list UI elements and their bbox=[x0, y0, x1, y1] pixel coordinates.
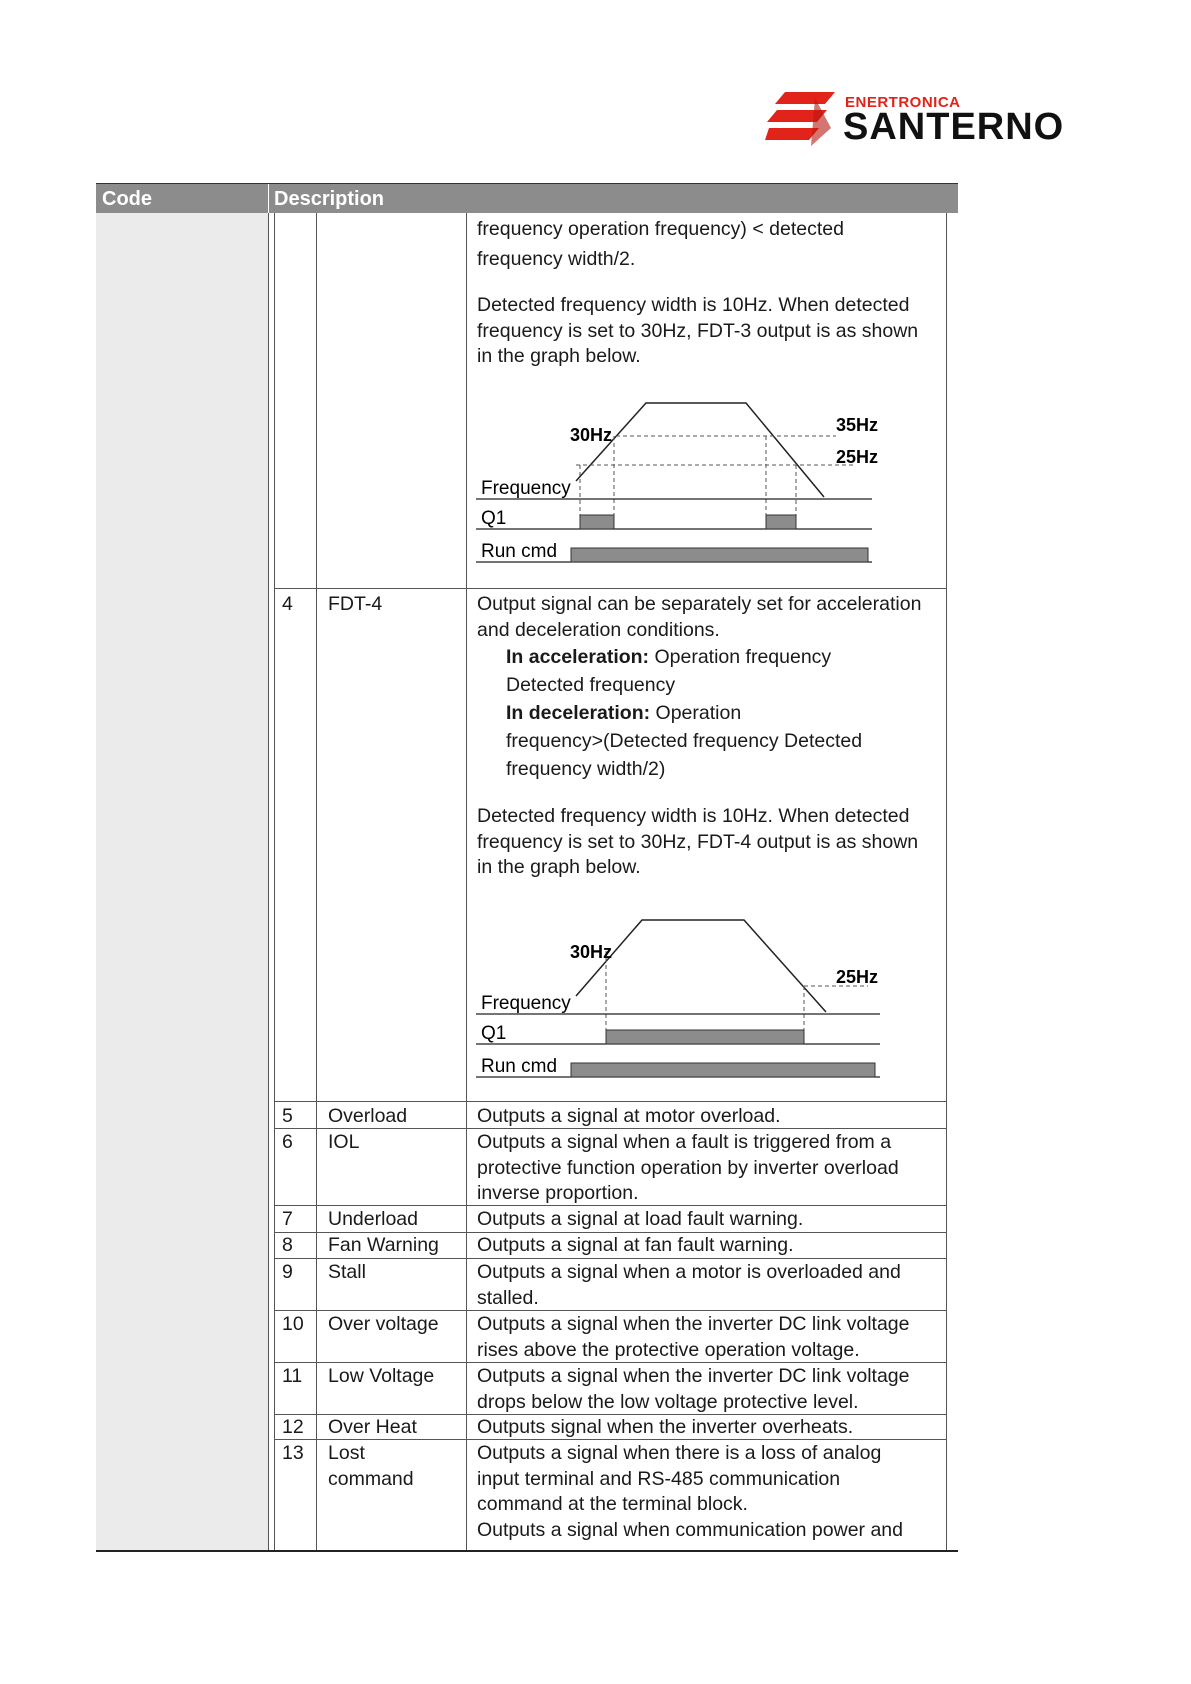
accel-label: In acceleration: bbox=[506, 646, 650, 668]
fdt3-run-label: Run cmd bbox=[481, 541, 558, 562]
row-13-desc: Outputs a signal when there is a loss of analog input terminal and RS-485 communication command at the terminal block. Outputs a signal when communication power and bbox=[477, 1442, 903, 1541]
fdt3-q1-pulse bbox=[580, 515, 614, 529]
row-9-desc: Outputs a signal when a motor is overloaded and stalled. bbox=[477, 1261, 901, 1309]
fdt3-frequency-curve bbox=[576, 403, 824, 497]
row-10-name: Over voltage bbox=[328, 1313, 439, 1335]
fdt4-note: in the graph below. bbox=[477, 856, 641, 878]
fdt3-run-bar bbox=[571, 548, 868, 562]
fdt3-description bbox=[477, 217, 942, 370]
brand-title: SANTERNO bbox=[843, 106, 1065, 148]
row-6-desc: Outputs a signal when a fault is triggered from a protective function operation by inverter overload inverse proportion. bbox=[477, 1131, 899, 1204]
santerno-swoosh-icon bbox=[765, 88, 841, 152]
row-10-desc: Outputs a signal when the inverter DC link voltage rises above the protective operation voltage. bbox=[477, 1313, 910, 1361]
row-8-desc: Outputs a signal at fan fault warning. bbox=[477, 1234, 794, 1256]
fdt4-name: FDT-4 bbox=[328, 593, 383, 615]
decel-label: In deceleration: bbox=[506, 702, 651, 724]
row-7-desc: Outputs a signal at load fault warning. bbox=[477, 1208, 804, 1230]
row-9-name: Stall bbox=[328, 1261, 366, 1283]
row-6-number: 6 bbox=[282, 1131, 293, 1153]
row-7-number: 7 bbox=[282, 1208, 293, 1230]
fdt3-text: frequency width/2. bbox=[477, 247, 636, 270]
fdt4-text: Detected frequency bbox=[506, 674, 676, 696]
fdt4-label-25hz: 25Hz bbox=[836, 967, 879, 987]
row-10-number: 10 bbox=[282, 1313, 304, 1335]
row-8-name: Fan Warning bbox=[328, 1234, 439, 1256]
row-11-desc: Outputs a signal when the inverter DC link voltage drops below the low voltage protective level. bbox=[477, 1365, 910, 1413]
fdt3-note: frequency is set to 30Hz, FDT-3 output is as shown bbox=[477, 319, 919, 342]
header-description: Description bbox=[274, 188, 385, 210]
fdt3-text: frequency operation frequency) < detected bbox=[477, 218, 844, 240]
fdt3-label-30hz: 30Hz bbox=[570, 425, 613, 445]
fdt3-note: Detected frequency width is 10Hz. When detected bbox=[477, 294, 910, 316]
fdt4-frequency-label: Frequency bbox=[481, 993, 571, 1014]
fdt4-text: Operation bbox=[655, 702, 742, 724]
fdt4-text: Operation frequency bbox=[654, 646, 832, 668]
fdt4-timing-diagram bbox=[476, 903, 946, 1088]
santerno-logo bbox=[765, 88, 1075, 158]
fdt4-run-label: Run cmd bbox=[481, 1056, 558, 1077]
fdt4-run-bar bbox=[571, 1063, 875, 1077]
fdt4-description bbox=[477, 592, 942, 881]
row-11-number: 11 bbox=[282, 1365, 303, 1387]
fdt3-q1-label: Q1 bbox=[481, 508, 507, 529]
row-5-name: Overload bbox=[328, 1105, 408, 1127]
row-5-desc: Outputs a signal at motor overload. bbox=[477, 1105, 781, 1127]
row-12-number: 12 bbox=[282, 1416, 304, 1438]
fdt3-label-25hz: 25Hz bbox=[836, 447, 879, 467]
fdt4-text: Output signal can be separately set for acceleration bbox=[477, 593, 922, 615]
fdt3-frequency-label: Frequency bbox=[481, 478, 571, 499]
code-column bbox=[96, 213, 269, 1550]
fdt4-text: frequency width/2) bbox=[506, 758, 666, 780]
fdt4-text: and deceleration conditions. bbox=[477, 618, 720, 641]
row-5-number: 5 bbox=[282, 1105, 293, 1127]
fdt4-q1-pulse bbox=[606, 1030, 804, 1044]
fdt3-q1-pulse bbox=[766, 515, 796, 529]
row-6-name: IOL bbox=[328, 1131, 360, 1153]
brand-subtitle: ENERTRONICA bbox=[845, 94, 961, 111]
table-bottom-rule bbox=[96, 1550, 958, 1552]
row-12-desc: Outputs signal when the inverter overheats. bbox=[477, 1416, 854, 1438]
row-13-name: Lost command bbox=[328, 1442, 414, 1490]
fdt4-label-30hz: 30Hz bbox=[570, 942, 613, 962]
fdt3-note: in the graph below. bbox=[477, 345, 641, 367]
row-13-number: 13 bbox=[282, 1442, 304, 1464]
row-9-number: 9 bbox=[282, 1261, 293, 1283]
fdt3-label-35hz: 35Hz bbox=[836, 415, 879, 435]
fdt4-note: frequency is set to 30Hz, FDT-4 output is as shown bbox=[477, 830, 919, 853]
header-code: Code bbox=[102, 188, 152, 210]
table-header bbox=[96, 183, 958, 213]
fdt4-text: frequency>(Detected frequency Detected bbox=[506, 730, 863, 752]
fdt4-number: 4 bbox=[282, 593, 293, 615]
row-11-name: Low Voltage bbox=[328, 1365, 435, 1387]
fdt3-timing-diagram bbox=[476, 388, 946, 573]
row-7-name: Underload bbox=[328, 1208, 418, 1230]
fdt4-frequency-curve bbox=[576, 920, 826, 1012]
row-8-number: 8 bbox=[282, 1234, 293, 1256]
row-12-name: Over Heat bbox=[328, 1416, 417, 1438]
fdt4-q1-label: Q1 bbox=[481, 1023, 507, 1044]
fdt4-note: Detected frequency width is 10Hz. When detected bbox=[477, 805, 910, 827]
